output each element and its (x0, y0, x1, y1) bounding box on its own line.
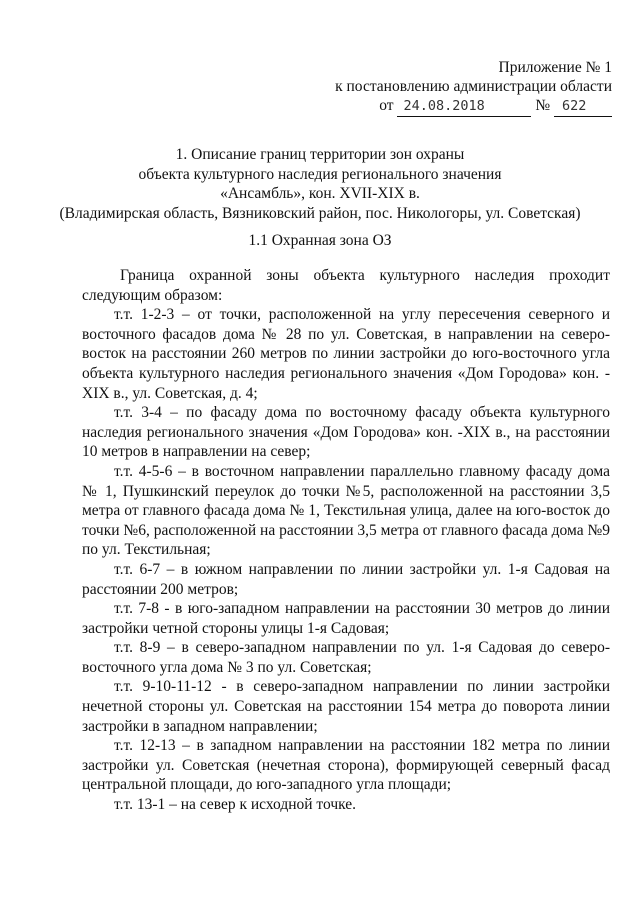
title-line-4: (Владимирская область, Вязниковский район, пос. Никологоры, ул. Советская) (59, 204, 581, 222)
appendix-label: Приложение № 1 (498, 59, 612, 76)
paragraph: т.т. 9-10-11-12 - в северо-западном направлении по линии застройки нечетной стороны ул. Советская на расстоянии 154 метра до поворота линии застройки в западном направлении; (82, 678, 610, 735)
section-heading: 1.1 Охранная зона ОЗ (248, 232, 392, 249)
paragraph: т.т. 7-8 - в юго-западном направлении на расстоянии 30 метров до линии застройки четной стороны улицы 1-я Садовая; (82, 600, 610, 637)
appendix-header (335, 58, 612, 117)
date-prefix: от (379, 97, 394, 114)
number-prefix: № (535, 97, 551, 114)
resolution-line: к постановлению администрации области (335, 78, 612, 95)
paragraph: т.т. 3-4 – по фасаду дома по восточному фасаду объекта культурного наследия регионального значения «Дом Городова» кон. -XIX в., на расстоянии 10 метров в направлении на север; (82, 404, 610, 461)
paragraph: Граница охранной зоны объекта культурного наследия проходит следующим образом: (82, 267, 610, 304)
handwritten-number: 622 (554, 97, 612, 117)
title-line-3: «Ансамбль», кон. XVII-XIX в. (220, 185, 420, 202)
paragraph: т.т. 12-13 – в западном направлении на расстоянии 182 метра по линии застройки ул. Советская (нечетная сторона), формирующей северный фасад центральной площади, до юго-западного угла площади; (82, 737, 610, 794)
handwritten-date: 24.08.2018 (397, 97, 531, 117)
document-title (0, 145, 640, 223)
paragraph: т.т. 1-2-3 – от точки, расположенной на углу пересечения северного и восточного фасадов дома № 28 по ул. Советская, в направлении на северо-восток на расстоянии 260 метров по линии застройки до юго-восточного угла объекта культурного наследия регионального значения «Дом Городова» кон. -XIX в., ул. Советская, д. 4; (82, 306, 610, 402)
date-number-line (335, 96, 612, 117)
title-line-2: объекта культурного наследия регионального значения (138, 165, 502, 183)
paragraph: т.т. 4-5-6 – в восточном направлении параллельно главному фасаду дома № 1, Пушкинский переулок до точки №5, расположенной на расстоянии 3,5 метра от главного фасада дома № 1, Текстильная улица, далее на юго-восток до точки №6, расположенной на расстоянии 3,5 метра от главного фасада дома №9 по ул. Текстильная; (82, 462, 610, 559)
paragraph: т.т. 13-1 – на север к исходной точке. (114, 796, 357, 814)
title-line-1: 1. Описание границ территории зон охраны (175, 146, 465, 163)
paragraph: т.т. 6-7 – в южном направлении по линии застройки ул. 1-я Садовая на расстоянии 200 метров; (82, 560, 610, 598)
paragraph: т.т. 8-9 – в северо-западном направлении по ул. 1-я Садовая до северо-восточного угла дома № 3 по ул. Советская; (82, 639, 610, 676)
body-text (82, 266, 610, 815)
